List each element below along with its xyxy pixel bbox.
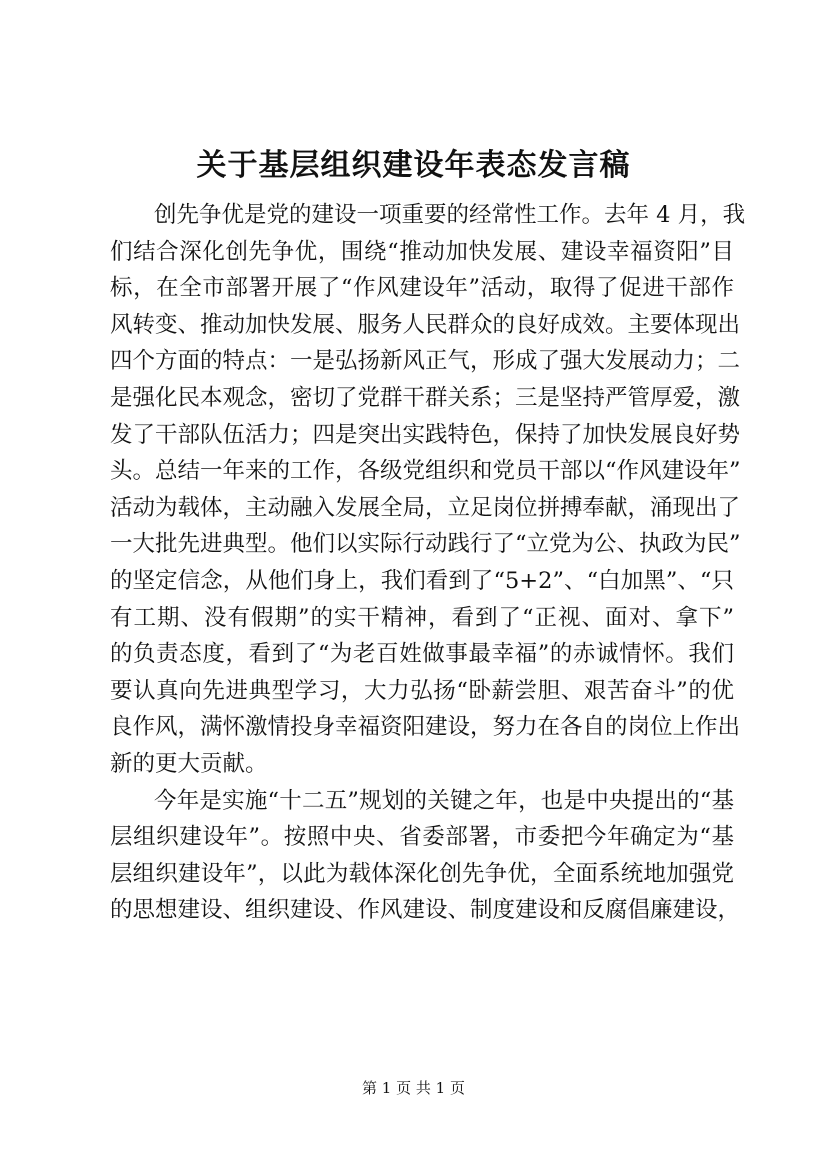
text-line: 风转变、推动加快发展、服务人民群众的良好成效。主要体现出 — [110, 311, 741, 338]
text-line: 头。总结一年来的工作，各级党组织和党员干部以“作风建设年” — [110, 458, 741, 485]
text-line: 良作风，满怀激情投身幸福资阳建设，努力在各自的岗位上作出 — [110, 714, 741, 741]
text-line: 一大批先进典型。他们以实际行动践行了“立党为公、执政为民” — [110, 531, 741, 558]
document-title: 关于基层组织建设年表态发言稿 — [196, 148, 631, 183]
text-line: 们结合深化创先争优，围绕“推动加快发展、建设幸福资阳”目 — [110, 238, 734, 265]
text-line: 今年是实施“十二五”规划的关键之年，也是中央提出的“基 — [154, 787, 734, 814]
text-line: 的思想建设、组织建设、作风建设、制度建设和反腐倡廉建设， — [110, 897, 741, 924]
paragraph-1 — [110, 197, 746, 783]
text-line: 有工期、没有假期”的实干精神，看到了“正视、面对、拿下” — [110, 604, 734, 631]
paragraph-2 — [110, 783, 741, 929]
text-line: 要认真向先进典型学习，大力弘扬“卧薪尝胆、艰苦奋斗”的优 — [110, 677, 734, 704]
text-line: 层组织建设年”，以此为载体深化创先争优，全面系统地加强党 — [110, 860, 734, 887]
text-line: 新的更大贡献。 — [110, 750, 268, 777]
text-line: 四个方面的特点：一是弘扬新风正气，形成了强大发展动力；二 — [110, 348, 741, 375]
text-line: 创先争优是党的建设一项重要的经常性工作。去年 4 月，我 — [154, 202, 746, 228]
text-line: 层组织建设年”。按照中央、省委部署，市委把今年确定为“基 — [110, 824, 734, 851]
document-body — [110, 197, 746, 929]
text-line: 的坚定信念，从他们身上，我们看到了“5+2”、“白加黑”、“只 — [110, 567, 734, 594]
text-line: 发了干部队伍活力；四是突出实践特色，保持了加快发展良好势 — [110, 421, 741, 448]
text-line: 是强化民本观念，密切了党群干群关系；三是坚持严管厚爱，激 — [110, 384, 741, 411]
text-line: 的负责态度，看到了“为老百姓做事最幸福”的赤诚情怀。我们 — [110, 641, 734, 668]
text-line: 标，在全市部署开展了“作风建设年”活动，取得了促进干部作 — [110, 275, 734, 302]
text-line: 活动为载体，主动融入发展全局，立足岗位拼搏奉献，涌现出了 — [110, 494, 741, 521]
page-footer: 第 1 页 共 1 页 — [362, 1079, 465, 1097]
